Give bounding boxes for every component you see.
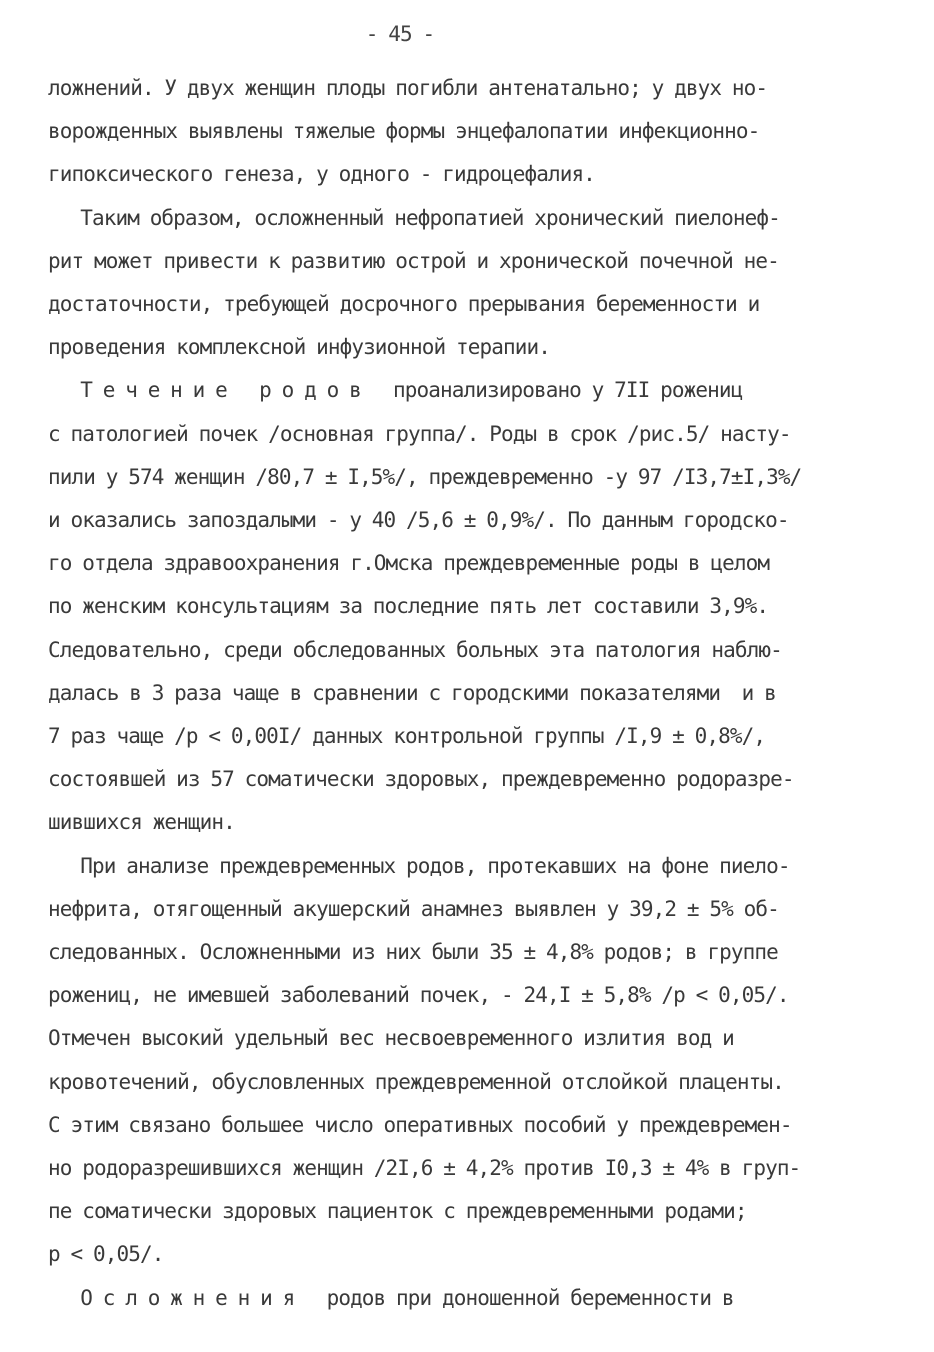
text-line: с патологией почек /основная группа/. Роды в срок /рис.5/ насту- [48, 421, 791, 446]
text-line: следованных. Осложненными из них были 35 ± 4,8% родов; в группе [48, 940, 778, 964]
text-line: достаточности, требующей досрочного прерывания беременности и [48, 292, 760, 316]
text-line: состоявшей из 57 соматически здоровых, преждевременно родоразре- [48, 767, 794, 792]
text-line: далась в 3 раза чаще в сравнении с городскими показателями и в [48, 680, 776, 705]
text-line: О с л о ж н е н и я родов при доношенной беременности в [48, 1285, 734, 1310]
text-line: кровотечений, обусловленных преждевременной отслойкой плаценты. [48, 1069, 784, 1094]
text-line: ложнений. У двух женщин плоды погибли антенатально; у двух но- [48, 76, 768, 100]
text-line: шившихся женщин. [48, 810, 235, 835]
text-line: ворожденных выявлены тяжелые формы энцефалопатии инфекционно- [48, 119, 760, 144]
text-line: Т е ч е н и е р о д о в проанализировано у 7II рожениц [48, 378, 743, 403]
text-line: рожениц, не имевшей заболеваний почек, - 24,I ± 5,8% /p < 0,05/. [48, 983, 789, 1008]
page-number: - 45 - [365, 22, 435, 46]
text-line: пили у 574 женщин /80,7 ± I,5%/, преждевременно -у 97 /I3,7±I,3%/ [48, 464, 802, 489]
text-line: гипоксического генеза, у одного - гидроцефалия. [48, 162, 595, 187]
text-line: 7 раз чаще /p < 0,00I/ данных контрольной группы /I,9 ± 0,8%/, [48, 724, 766, 748]
text-line: и оказались запоздалыми - у 40 /5,6 ± 0,9%/. По данным городско- [48, 508, 789, 532]
text-line: рит может привести к развитию острой и хронической почечной не- [48, 248, 779, 273]
text-line: С этим связано большее число оперативных пособий у преждевремен- [48, 1112, 792, 1137]
text-line: При анализе преждевременных родов, протекавших на фоне пиело- [48, 853, 790, 878]
text-line: p < 0,05/. [48, 1242, 164, 1267]
text-line: по женским консультациям за последние пять лет составили 3,9%. [48, 594, 769, 619]
text-line: Таким образом, осложненный нефропатией хронический пиелонеф- [48, 205, 780, 230]
text-line: проведения комплексной инфузионной терапии. [48, 335, 550, 360]
text-line: нефрита, отягощенный акушерский анамнез выявлен у 39,2 ± 5% об- [48, 896, 779, 921]
text-line: пе соматически здоровых пациенток с преждевременными родами; [48, 1199, 747, 1224]
text-line: но родоразрешившихся женщин /2I,6 ± 4,2% против I0,3 ± 4% в груп- [48, 1156, 801, 1180]
text-line: го отдела здравоохранения г.Омска преждевременные роды в целом [48, 551, 770, 576]
text-line: Следовательно, среди обследованных больных эта патология наблю- [48, 637, 782, 662]
text-line: Отмечен высокий удельный вес несвоевременного излития вод и [48, 1026, 734, 1051]
